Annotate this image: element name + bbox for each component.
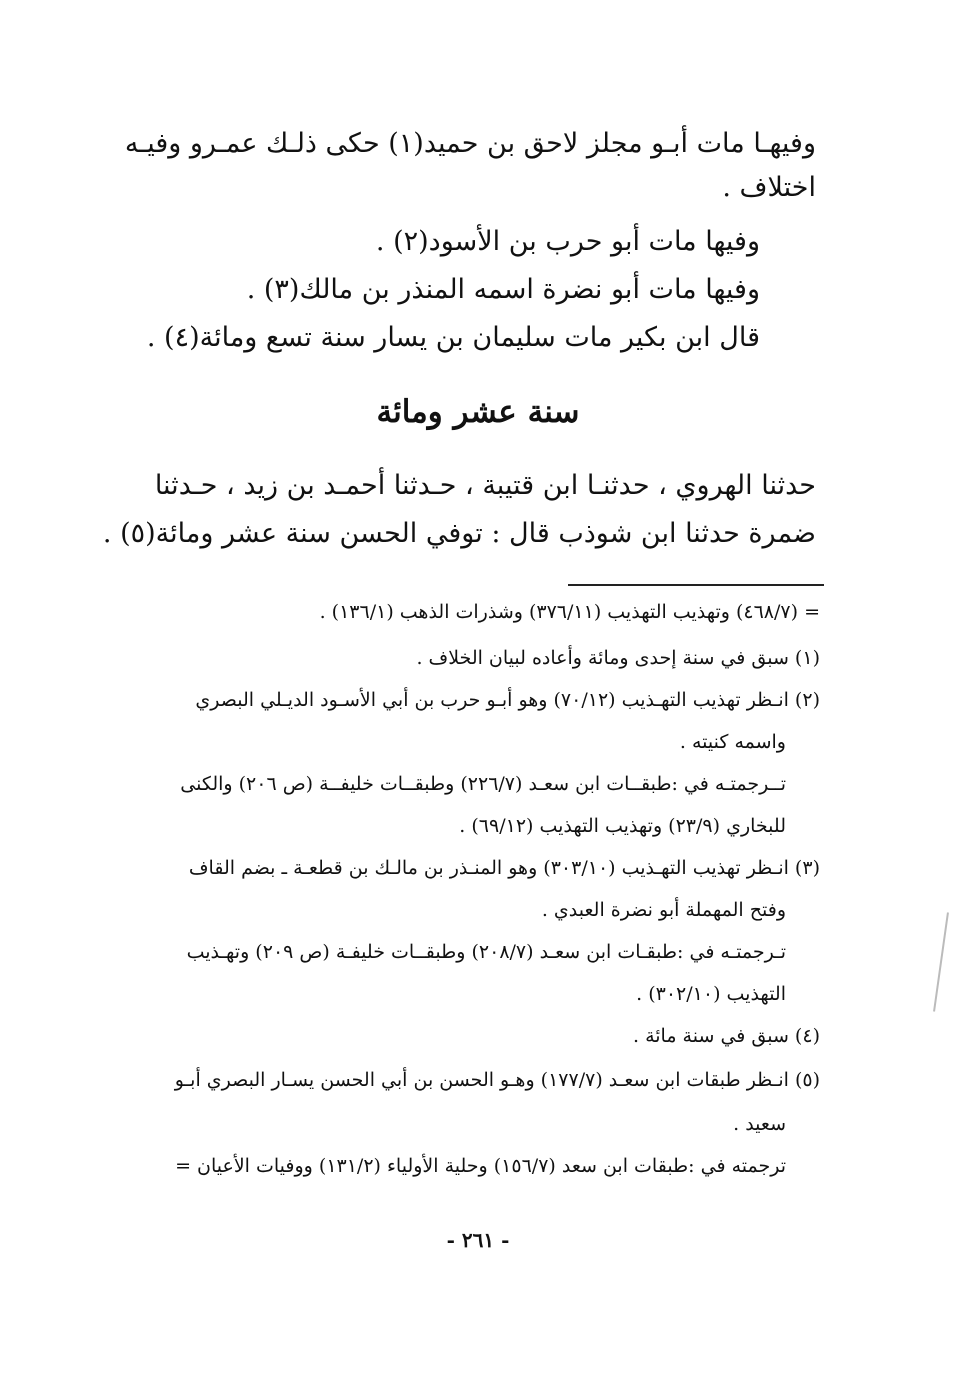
footnote-line: (٤) سبق في سنة مائة . — [633, 1025, 820, 1047]
footnote-line: ترجمته في :طبقات ابن سعد (١٥٦/٧) وحلية الأولياء (١٣١/٢) ووفيات الأعيان = — [175, 1155, 786, 1177]
body-line-4: وفيها مات أبو نضرة اسمه المنذر بن مالك(٣) . — [246, 274, 760, 305]
body-line-2: اختلاف . — [722, 172, 816, 203]
footnote-line: (٢) انـظر تهذيب التهـذيب (٧٠/١٢) وهو أبـو حرب بن أبي الأسـود الديـلي البصري — [195, 689, 820, 711]
page-number: - ٢٦١ - — [446, 1228, 510, 1252]
section-heading: سنة عشر ومائة — [376, 394, 580, 430]
footnote-divider — [568, 584, 824, 586]
footnote-line: التهذيب (٣٠٢/١٠) . — [636, 983, 786, 1005]
footnote-line: وفتح المهملة أبو نضرة العبدي . — [541, 899, 786, 921]
footnote-line: تــرجمتـه في :طبقــات ابن سعـد (٢٢٦/٧) وطبقــات خليفــة (ص ٢٠٦) والكنى — [180, 773, 786, 795]
footnote-line: تـرجمتـه في :طبقـات ابن سعـد (٢٠٨/٧) وطبقــات خليفـة (ص ٢٠٩) وتهـذيب — [186, 941, 786, 963]
footnote-line: سعيد . — [733, 1113, 786, 1135]
footnote-line: (٥) انـظر طبقات ابن سعـد (١٧٧/٧) وهـو الحسن بن أبي الحسن يسـار البصري أبـو — [174, 1069, 820, 1091]
body-line-1: وفيهـا مات أبـو مجلز لاحق بن حميد(١) حكى ذلـك عمـرو وفيـه — [124, 128, 816, 159]
footnote-line: (١) سبق في سنة إحدى ومائة وأعاده لبيان الخلاف . — [416, 647, 820, 669]
body-line-6: حدثنا الهروي ، حدثنـا ابن قتيبة ، حـدثنا أحمـد بن زيد ، حـدثنا — [154, 470, 816, 501]
body-line-3: وفيها مات أبو حرب بن الأسود(٢) . — [375, 226, 760, 257]
body-line-5: قال ابن بكير مات سليمان بن يسار سنة تسع ومائة(٤) . — [146, 322, 760, 353]
body-line-7: ضمرة حدثنا ابن شوذب قال : توفي الحسن سنة عشر ومائة(٥) . — [102, 518, 816, 549]
footnote-line: للبخاري (٢٣/٩) وتهذيب التهذيب (٦٩/١٢) . — [459, 815, 786, 837]
footnote-line: واسمه كنيته . — [679, 731, 786, 753]
scan-mark — [933, 912, 949, 1011]
footnote-line: (٣) انـظر تهذيب التهـذيب (٣٠٣/١٠) وهو المنـذر بن مالـك بن قطعـة ـ بضم القاف — [188, 857, 820, 879]
footnote-line: = (٤٦٨/٧) وتهذيب التهذيب (٣٧٦/١١) وشذرات الذهب (١٣٦/١) . — [319, 601, 820, 623]
